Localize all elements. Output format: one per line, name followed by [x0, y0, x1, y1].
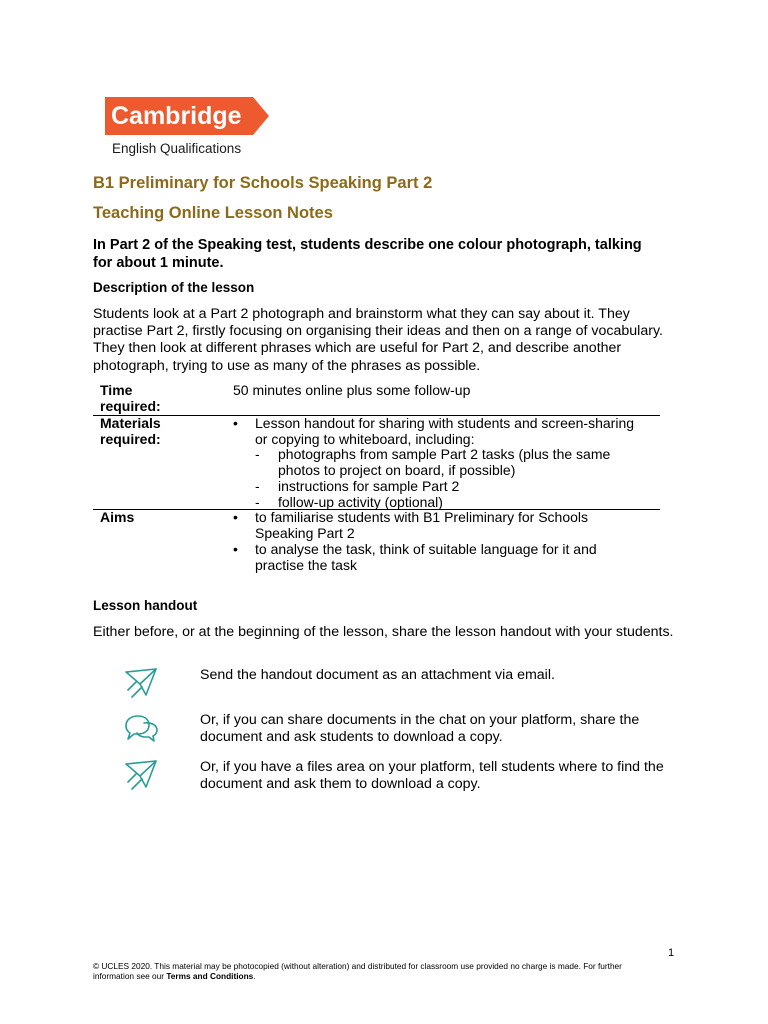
materials-sub-item: [233, 495, 663, 511]
bullet-text-line: to familiarise students with B1 Preliminary for Schools: [255, 509, 589, 525]
bullet-text-line: Speaking Part 2: [255, 524, 355, 541]
description-paragraph: [93, 306, 693, 375]
page-number: 1: [668, 947, 675, 959]
handout-intro: Either before, or at the beginning of the lesson, share the lesson handout with your students.: [93, 624, 674, 640]
footer-copyright: [93, 961, 678, 982]
send-arrow-icon: [122, 666, 162, 700]
description-line: practise Part 2, firstly focusing on organising their ideas and then on a range of vocabulary.: [93, 323, 663, 340]
table-row-materials: [93, 416, 660, 508]
materials-label-line: Materials: [100, 415, 161, 431]
description-line: photograph, trying to use as many of the phrases as possible.: [93, 357, 481, 374]
terms-link[interactable]: Terms and Conditions: [166, 971, 254, 982]
method-files-area: [200, 759, 670, 793]
bullet-text-line: to analyse the task, think of suitable language for it and: [255, 541, 597, 558]
aims-bullet: [233, 510, 663, 541]
description-heading: Description of the lesson: [93, 280, 255, 295]
bullet-marker: •: [233, 541, 238, 558]
materials-bullet: [233, 416, 663, 447]
bullet-text-line: practise the task: [255, 557, 357, 574]
time-value: 50 minutes online plus some follow-up: [233, 382, 471, 398]
sub-item-line: photographs from sample Part 2 tasks (plus the same: [278, 446, 611, 463]
dash-marker: -: [255, 446, 260, 463]
logo-wordmark: Cambridge: [111, 102, 242, 130]
bullet-marker: •: [233, 509, 238, 525]
footer-prefix: information see our: [93, 971, 167, 982]
sub-item-line: instructions for sample Part 2: [278, 477, 460, 494]
method-email: [200, 667, 670, 684]
method-text-line: document and ask them to download a copy.: [200, 776, 481, 793]
aims-bullet: [233, 542, 663, 573]
bullet-text-line: or copying to whiteboard, including:: [255, 430, 475, 447]
send-arrow-icon: [122, 758, 162, 792]
intro-statement: In Part 2 of the Speaking test, students describe one colour photograph, talking for about 1 minute.: [93, 237, 642, 271]
description-line: Students look at a Part 2 photograph and brainstorm what they can say about it. They: [93, 306, 630, 322]
method-text-line: document and ask students to download a copy.: [200, 729, 503, 746]
method-text-line: Send the handout document as an attachment via email.: [200, 667, 555, 683]
materials-label: [100, 416, 220, 447]
dash-marker: -: [255, 477, 260, 494]
time-label: [100, 383, 220, 414]
handout-heading: Lesson handout: [93, 598, 198, 613]
footer-line: [93, 971, 678, 981]
bullet-marker: •: [233, 415, 238, 431]
method-text-line: Or, if you can share documents in the chat on your platform, share the: [200, 712, 640, 728]
method-text-line: Or, if you have a files area on your platform, tell students where to find the: [200, 759, 664, 775]
table-row-time: [93, 383, 660, 413]
sub-item-line: photos to project on board, if possible): [278, 462, 516, 479]
time-label-line: Time: [100, 382, 133, 398]
bullet-text-line: Lesson handout for sharing with students and screen-sharing: [255, 415, 635, 431]
aims-label: Aims: [100, 509, 135, 525]
logo-subtitle: English Qualifications: [112, 141, 242, 156]
table-row-aims: [93, 510, 660, 574]
document-title: B1 Preliminary for Schools Speaking Part 2: [93, 174, 433, 192]
document-subtitle: Teaching Online Lesson Notes: [93, 204, 333, 222]
chat-bubbles-icon: [122, 712, 162, 746]
materials-value: [233, 416, 663, 510]
materials-sub-item: [233, 447, 663, 478]
dash-marker: -: [255, 493, 260, 510]
method-chat: [200, 712, 670, 746]
materials-label-line: required:: [100, 430, 161, 447]
materials-sub-item: [233, 479, 663, 495]
footer-suffix: .: [253, 971, 256, 982]
footer-line: © UCLES 2020. This material may be photocopied (without alteration) and distributed for classroom use provided no charge is made. For further: [93, 961, 622, 971]
aims-value: [233, 510, 663, 574]
time-label-line: required:: [100, 397, 161, 414]
description-line: They then look at different phrases which are useful for Part 2, and describe another: [93, 340, 622, 357]
sub-item-line: follow-up activity (optional): [278, 493, 443, 510]
